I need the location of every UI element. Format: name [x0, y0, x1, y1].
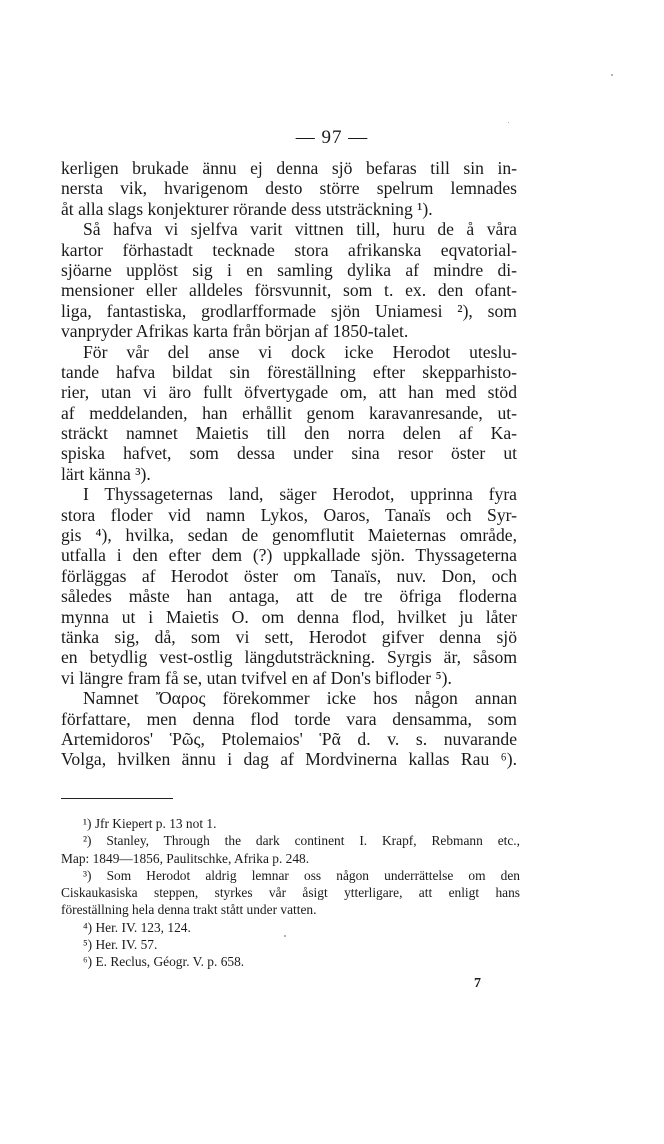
footnote-line: Map: 1849—1856, Paulitschke, Afrika p. 248. [61, 850, 310, 866]
paper-speck [284, 935, 286, 937]
footnote-line: ²) Stanley, Through the dark continent I. Krapf, Rebmann etc., [83, 833, 520, 849]
text-line: åt alla slags konjekturer rörande dess utsträckning ¹). [61, 198, 433, 219]
text-line: vanpryder Afrikas karta från början af 1850-talet. [61, 321, 409, 342]
text-line: Så hafva vi sjelfva varit vittnen till, huru de å våra [83, 219, 517, 240]
text-line: gis ⁴), hvilka, sedan de genomflutit Maieternas område, [61, 525, 517, 546]
text-line: liga, fantastiska, grodlarfformade sjön Uniamesi ²), som [61, 300, 517, 321]
text-line: författare, men denna flod torde vara densamma, som [61, 708, 517, 729]
text-line: lärt känna ³). [61, 463, 151, 484]
footnote-line: ⁴) Her. IV. 123, 124. [83, 919, 191, 935]
text-line: utfalla i den efter dem (?) uppkallade sjön. Thyssageterna [61, 545, 517, 566]
paper-speck [508, 122, 509, 123]
text-line: kartor förhastadt tecknade stora afrikanska eqvatorial- [61, 239, 517, 260]
text-line: tänka sig, då, som vi sett, Herodot gifver denna sjö [61, 626, 517, 647]
footnote-line: ⁵) Her. IV. 57. [83, 937, 158, 953]
page-number: — 97 — [295, 127, 369, 148]
text-line: Artemidoros' Ῥῶς, Ptolemaios' Ῥᾶ d. v. s. nuvarande [61, 728, 517, 749]
text-line: Volga, hvilken ännu i dag af Mordvinerna kallas Rau ⁶). [61, 749, 517, 770]
text-line: rier, utan vi äro fullt öfvertygade om, att han med stöd [61, 382, 517, 403]
text-line: tande hafva bildat sin föreställning efter skepparhisto- [61, 361, 517, 382]
footnotes [61, 815, 520, 971]
text-line: således måste han antaga, att de tre öfriga floderna [61, 586, 517, 607]
footnote-line: Ciskaukasiska steppen, styrkes vår åsigt ytterligare, att enligt hans [61, 885, 520, 901]
text-line: förläggas af Herodot öster om Tanaïs, nuv. Don, och [61, 565, 517, 586]
footnote-line: ¹) Jfr Kiepert p. 13 not 1. [83, 816, 217, 831]
text-line: stora floder vid namn Lykos, Oaros, Tanaïs och Syr- [61, 504, 517, 525]
signature-mark: 7 [474, 976, 481, 991]
text-line: För vår del anse vi dock icke Herodot uteslu- [83, 341, 517, 362]
footnote-divider [61, 798, 173, 799]
text-line: vi längre fram få se, utan tvifvel en af Don's bifloder ⁵). [61, 667, 452, 688]
text-line: sträckt namnet Maietis till den norra delen af Ka- [61, 423, 517, 444]
text-line: Namnet Ὄαρος förekommer icke hos någon annan [83, 688, 517, 709]
text-line: mynna ut i Maietis O. om denna flod, hvilket ju låter [61, 606, 517, 627]
paper-speck [611, 74, 613, 76]
text-line: I Thyssageternas land, säger Herodot, upprinna fyra [83, 484, 517, 505]
footnote-line: föreställning hela denna trakt stått under vatten. [61, 902, 317, 918]
text-line: spiska hafvet, som dessa under sina resor öster ut [61, 443, 517, 464]
main-text [61, 158, 517, 770]
text-line: mensioner eller alldeles försvunnit, som t. ex. den ofant- [61, 280, 517, 301]
footnote-line: ⁶) E. Reclus, Géogr. V. p. 658. [83, 954, 245, 970]
footnote-line: ³) Som Herodot aldrig lemnar oss någon underrättelse om den [83, 867, 520, 883]
text-line: kerligen brukade ännu ej denna sjö befaras till sin in- [61, 158, 517, 178]
text-line: af meddelanden, han erhållit genom karavanresande, ut- [61, 402, 517, 423]
text-line: sjöarne upplöst sig i en samling dylika af mindre di- [61, 259, 517, 280]
text-line: en betydlig vest-ostlig längdutsträckning. Syrgis är, såsom [61, 647, 517, 668]
text-line: nersta vik, hvarigenom desto större spelrum lemnades [61, 178, 517, 199]
